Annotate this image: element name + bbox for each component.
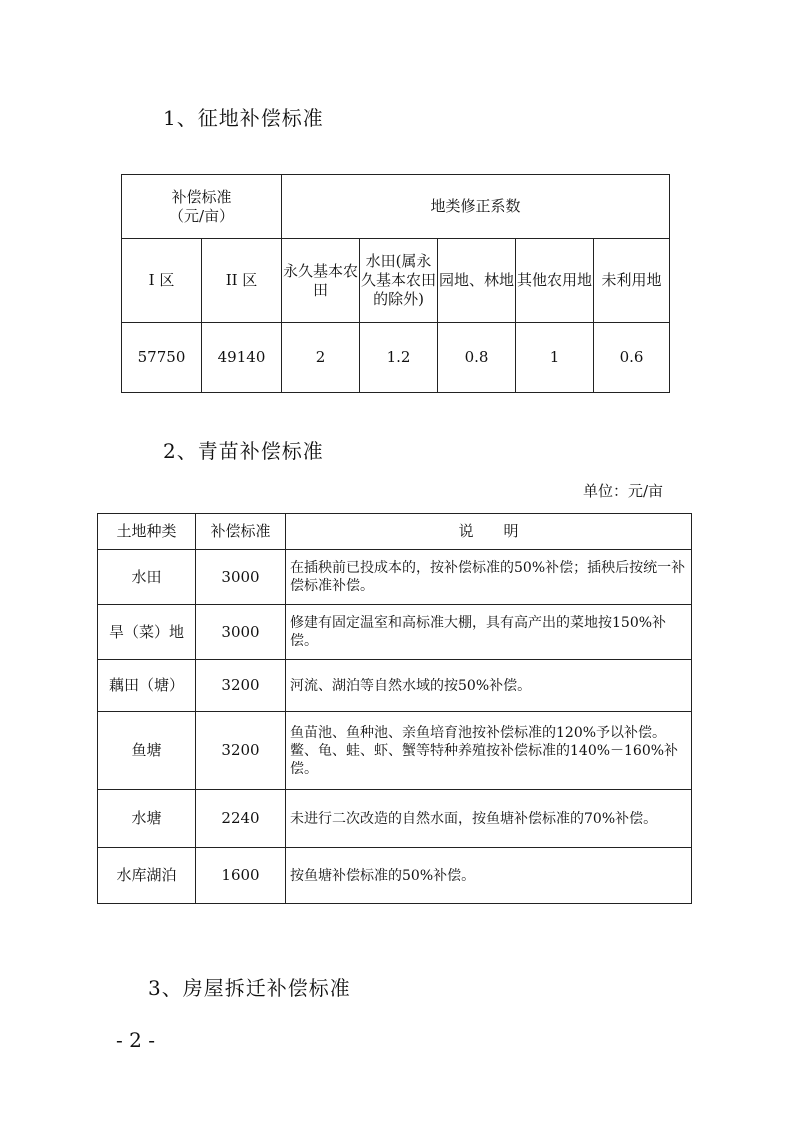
land-type-2: 水田(属永久基本农田的除外) [360, 239, 438, 323]
row-note: 在插秧前已投成本的，按补偿标准的50%补偿；插秧后按统一补偿标准补偿。 [286, 550, 692, 605]
section2-heading: 2、青苗补偿标准 [163, 439, 324, 463]
row-type: 水塘 [98, 790, 196, 848]
land-compensation-table [121, 174, 670, 393]
row-value: 1600 [196, 848, 286, 904]
row-value: 2240 [196, 790, 286, 848]
table-row [98, 660, 692, 712]
row-type: 水田 [98, 550, 196, 605]
zone2-label: II 区 [202, 239, 282, 323]
land-type-5: 未利用地 [594, 239, 670, 323]
table-row [98, 848, 692, 904]
zone2-value: 49140 [202, 323, 282, 393]
row-value: 3200 [196, 712, 286, 790]
crop-compensation-table [97, 513, 692, 904]
land-type-4: 其他农用地 [516, 239, 594, 323]
table-row [98, 605, 692, 660]
row-type: 旱（菜）地 [98, 605, 196, 660]
page-number: - 2 - [116, 1028, 155, 1052]
coef-2: 1.2 [360, 323, 438, 393]
row-note: 按鱼塘补偿标准的50%补偿。 [286, 848, 692, 904]
row-note: 修建有固定温室和高标准大棚，具有高产出的菜地按150%补偿。 [286, 605, 692, 660]
row-value: 3000 [196, 605, 286, 660]
table-row [98, 712, 692, 790]
coef-3: 0.8 [438, 323, 516, 393]
table-row [98, 790, 692, 848]
row-note: 鱼苗池、鱼种池、亲鱼培育池按补偿标准的120%予以补偿。鳖、龟、蛙、虾、蟹等特种养殖按补偿标准的140%－160%补偿。 [286, 712, 692, 790]
table-row [98, 550, 692, 605]
land-type-1: 永久基本农田 [282, 239, 360, 323]
land-type-3: 园地、林地 [438, 239, 516, 323]
row-type: 鱼塘 [98, 712, 196, 790]
section3-heading: 3、房屋拆迁补偿标准 [148, 976, 351, 1000]
coef-1: 2 [282, 323, 360, 393]
zone1-value: 57750 [122, 323, 202, 393]
header-value: 补偿标准 [196, 514, 286, 550]
coef-4: 1 [516, 323, 594, 393]
coef-header: 地类修正系数 [282, 175, 670, 239]
row-type: 藕田（塘） [98, 660, 196, 712]
header-note: 说 明 [286, 514, 692, 550]
row-note: 河流、湖泊等自然水域的按50%补偿。 [286, 660, 692, 712]
row-value: 3000 [196, 550, 286, 605]
coef-5: 0.6 [594, 323, 670, 393]
row-value: 3200 [196, 660, 286, 712]
zone1-label: I 区 [122, 239, 202, 323]
header-type: 土地种类 [98, 514, 196, 550]
row-type: 水库湖泊 [98, 848, 196, 904]
section1-heading: 1、征地补偿标准 [163, 106, 324, 130]
std-header: 补偿标准 （元/亩） [122, 175, 282, 239]
row-note: 未进行二次改造的自然水面，按鱼塘补偿标准的70%补偿。 [286, 790, 692, 848]
unit-label: 单位：元/亩 [583, 482, 664, 500]
